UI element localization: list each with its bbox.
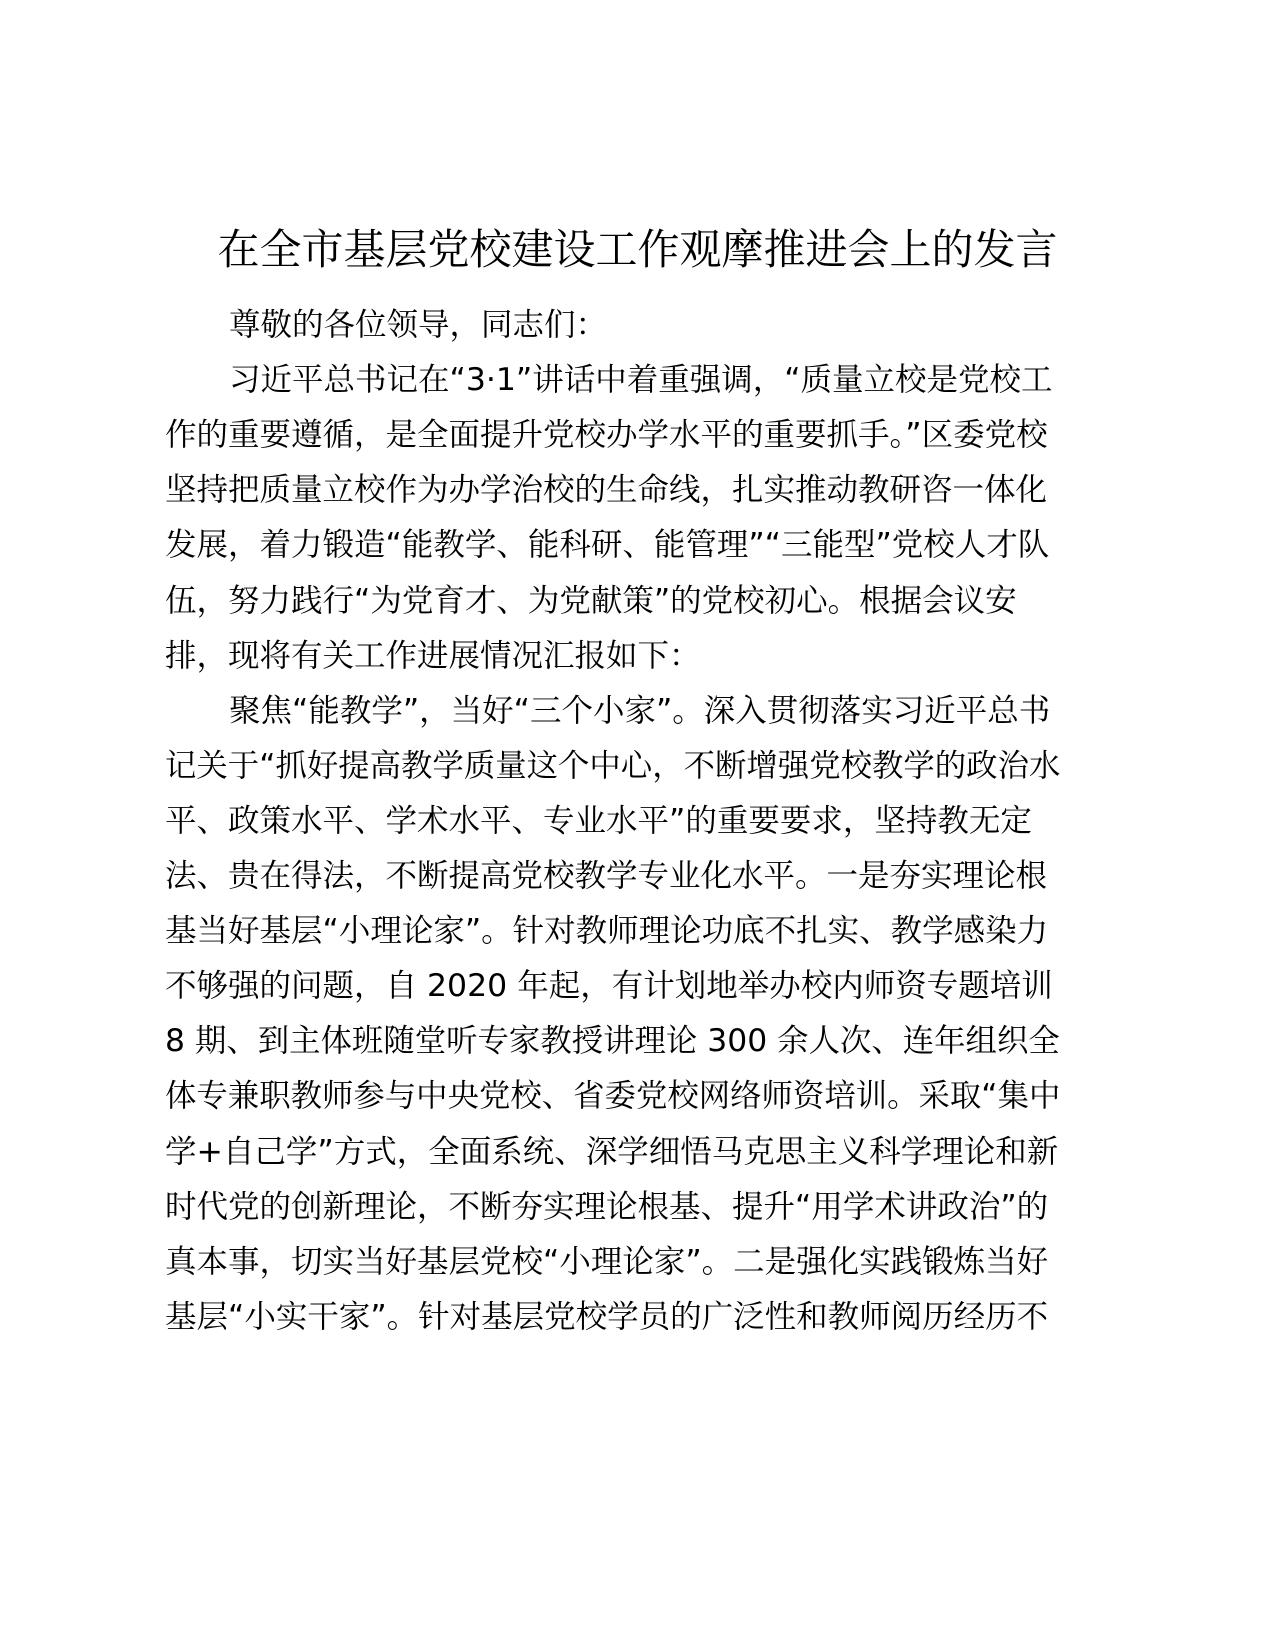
paragraph-line: 作的重要遵循，是全面提升党校办学水平的重要抓手。”区委党校 (165, 417, 1048, 454)
paragraph-line: 体专兼职教师参与中央党校、省委党校网络师资培训。采取“集中 (165, 1078, 1061, 1115)
paragraph-line: 平、政策水平、学术水平、专业水平”的重要要求，坚持教无定 (165, 802, 1032, 839)
document-title: 在全市基层党校建设工作观摩推进会上的发言 (217, 225, 1058, 274)
paragraph-line: 基当好基层“小理论家”。针对教师理论功底不扎实、教学感染力 (165, 913, 1049, 950)
paragraph-line: 尊敬的各位领导，同志们： (229, 307, 608, 343)
paragraph-line: 聚焦“能教学”，当好“三个小家”。深入贯彻落实习近平总书 (229, 692, 1051, 729)
paragraph-line: 记关于“抓好提高教学质量这个中心，不断增强党校教学的政治水 (165, 747, 1061, 784)
paragraph-line: 基层“小实干家”。针对基层党校学员的广泛性和教师阅历经历不 (165, 1298, 1049, 1335)
paragraph-line: 不够强的问题，自 2020 年起，有计划地举办校内师资专题培训 (165, 968, 1053, 1005)
paragraph-line: 发展，着力锻造“能教学、能科研、能管理”“三能型”党校人才队 (165, 527, 1050, 564)
paragraph-line: 习近平总书记在“3·1”讲话中着重强调，“质量立校是党校工 (229, 362, 1053, 399)
paragraph-line: 时代党的创新理论，不断夯实理论根基、提升“用学术讲政治”的 (165, 1188, 1049, 1225)
paragraph-line: 法、贵在得法，不断提高党校教学专业化水平。一是夯实理论根 (165, 858, 1048, 894)
paragraph-line: 8 期、到主体班随堂听专家教授讲理论 300 余人次、连年组织全 (165, 1023, 1060, 1060)
paragraph-line: 学+自己学”方式，全面系统、深学细悟马克思主义科学理论和新 (165, 1133, 1059, 1170)
paragraph-line: 排，现将有关工作进展情况汇报如下： (165, 637, 701, 674)
paragraph-line: 真本事，切实当好基层党校“小理论家”。二是强化实践锻炼当好 (165, 1243, 1049, 1280)
paragraph-line: 伍，努力践行“为党育才、为党献策”的党校初心。根据会议安 (165, 582, 1017, 619)
paragraph-line: 坚持把质量立校作为办学治校的生命线，扎实推动教研咨一体化 (165, 472, 1048, 509)
